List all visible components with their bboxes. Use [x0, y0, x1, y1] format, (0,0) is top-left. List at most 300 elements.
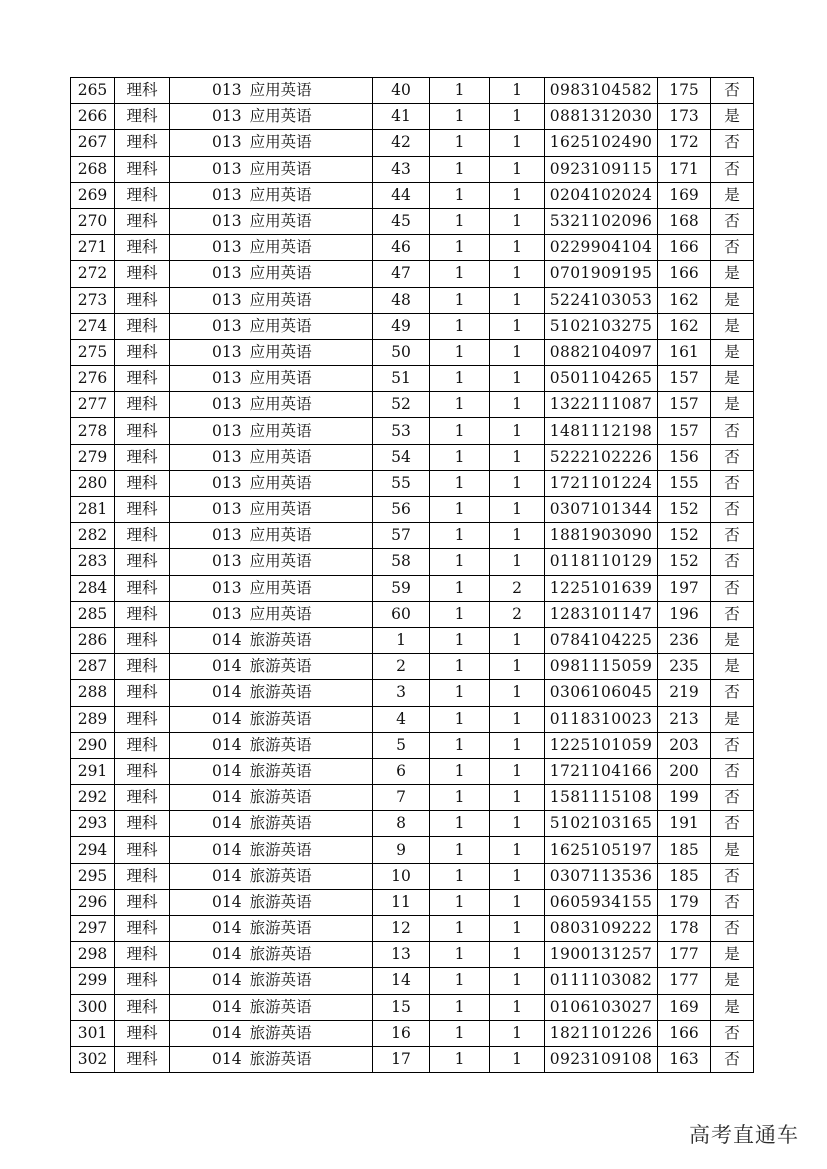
cell-col6: 1 — [490, 549, 545, 575]
cell-col5: 1 — [430, 208, 490, 234]
cell-score: 175 — [658, 78, 711, 104]
cell-flag: 否 — [711, 758, 754, 784]
major-code: 013 — [212, 107, 242, 126]
major-code: 014 — [212, 631, 242, 650]
cell-col6: 1 — [490, 680, 545, 706]
cell-score: 236 — [658, 627, 711, 653]
cell-col6: 1 — [490, 837, 545, 863]
cell-col6: 1 — [490, 182, 545, 208]
cell-flag: 否 — [711, 916, 754, 942]
cell-flag: 否 — [711, 470, 754, 496]
cell-exam-number: 0229904104 — [545, 235, 658, 261]
cell-score: 199 — [658, 785, 711, 811]
cell-flag: 是 — [711, 366, 754, 392]
cell-rank: 4 — [373, 706, 430, 732]
cell-score: 177 — [658, 968, 711, 994]
cell-seq: 293 — [71, 811, 115, 837]
major-code: 014 — [212, 814, 242, 833]
cell-score: 172 — [658, 130, 711, 156]
cell-exam-number: 0118310023 — [545, 706, 658, 732]
cell-exam-number: 0605934155 — [545, 889, 658, 915]
table-row — [71, 785, 754, 811]
table-row — [71, 470, 754, 496]
cell-rank: 13 — [373, 942, 430, 968]
cell-col6: 1 — [490, 78, 545, 104]
cell-col6: 1 — [490, 313, 545, 339]
cell-seq: 268 — [71, 156, 115, 182]
cell-score: 179 — [658, 889, 711, 915]
major-name: 应用英语 — [249, 526, 312, 545]
cell-major — [170, 916, 373, 942]
cell-major — [170, 601, 373, 627]
cell-col5: 1 — [430, 418, 490, 444]
major-code: 013 — [212, 159, 242, 178]
cell-major — [170, 706, 373, 732]
major-name: 应用英语 — [249, 604, 312, 623]
cell-flag: 否 — [711, 523, 754, 549]
cell-score: 169 — [658, 994, 711, 1020]
major-code: 014 — [212, 892, 242, 911]
cell-major — [170, 208, 373, 234]
cell-rank: 7 — [373, 785, 430, 811]
major-name: 旅游英语 — [249, 945, 312, 964]
cell-seq: 291 — [71, 758, 115, 784]
table-row — [71, 444, 754, 470]
major-name: 应用英语 — [249, 500, 312, 519]
cell-flag: 否 — [711, 680, 754, 706]
cell-col5: 1 — [430, 889, 490, 915]
cell-flag: 否 — [711, 1020, 754, 1046]
cell-exam-number: 1721101224 — [545, 470, 658, 496]
table-row — [71, 366, 754, 392]
cell-col6: 1 — [490, 1020, 545, 1046]
cell-col5: 1 — [430, 785, 490, 811]
cell-col5: 1 — [430, 732, 490, 758]
cell-rank: 3 — [373, 680, 430, 706]
cell-col5: 1 — [430, 837, 490, 863]
cell-col5: 1 — [430, 497, 490, 523]
cell-flag: 是 — [711, 942, 754, 968]
cell-category: 理科 — [115, 287, 170, 313]
table-row — [71, 549, 754, 575]
cell-flag: 否 — [711, 497, 754, 523]
cell-flag: 否 — [711, 130, 754, 156]
cell-seq: 270 — [71, 208, 115, 234]
cell-col5: 1 — [430, 156, 490, 182]
cell-col5: 1 — [430, 680, 490, 706]
cell-category: 理科 — [115, 156, 170, 182]
cell-seq: 282 — [71, 523, 115, 549]
cell-rank: 10 — [373, 863, 430, 889]
cell-rank: 50 — [373, 339, 430, 365]
major-name: 应用英语 — [249, 578, 312, 597]
cell-seq: 295 — [71, 863, 115, 889]
table-row — [71, 208, 754, 234]
cell-major — [170, 1046, 373, 1072]
cell-seq: 289 — [71, 706, 115, 732]
major-name: 应用英语 — [249, 264, 312, 283]
table-row — [71, 758, 754, 784]
cell-flag: 是 — [711, 392, 754, 418]
cell-score: 155 — [658, 470, 711, 496]
cell-exam-number: 0118110129 — [545, 549, 658, 575]
cell-major — [170, 758, 373, 784]
cell-category: 理科 — [115, 418, 170, 444]
cell-rank: 11 — [373, 889, 430, 915]
cell-category: 理科 — [115, 680, 170, 706]
table-row — [71, 78, 754, 104]
cell-rank: 5 — [373, 732, 430, 758]
cell-seq: 300 — [71, 994, 115, 1020]
cell-flag: 是 — [711, 968, 754, 994]
cell-col6: 1 — [490, 261, 545, 287]
table-row — [71, 339, 754, 365]
cell-major — [170, 654, 373, 680]
cell-seq: 301 — [71, 1020, 115, 1046]
cell-flag: 否 — [711, 863, 754, 889]
major-name: 应用英语 — [249, 369, 312, 388]
cell-seq: 287 — [71, 654, 115, 680]
cell-rank: 14 — [373, 968, 430, 994]
cell-col5: 1 — [430, 549, 490, 575]
cell-major — [170, 444, 373, 470]
cell-category: 理科 — [115, 863, 170, 889]
cell-score: 185 — [658, 837, 711, 863]
cell-major — [170, 182, 373, 208]
cell-seq: 269 — [71, 182, 115, 208]
cell-flag: 否 — [711, 785, 754, 811]
cell-col5: 1 — [430, 104, 490, 130]
table-row — [71, 627, 754, 653]
cell-score: 157 — [658, 392, 711, 418]
cell-seq: 273 — [71, 287, 115, 313]
cell-category: 理科 — [115, 994, 170, 1020]
major-name: 应用英语 — [249, 107, 312, 126]
major-code: 013 — [212, 264, 242, 283]
cell-rank: 52 — [373, 392, 430, 418]
table-row — [71, 706, 754, 732]
cell-score: 196 — [658, 601, 711, 627]
cell-category: 理科 — [115, 104, 170, 130]
cell-rank: 44 — [373, 182, 430, 208]
cell-flag: 是 — [711, 627, 754, 653]
table-row — [71, 889, 754, 915]
major-code: 014 — [212, 919, 242, 938]
cell-col5: 1 — [430, 758, 490, 784]
major-code: 013 — [212, 212, 242, 231]
major-code: 014 — [212, 997, 242, 1016]
major-code: 014 — [212, 683, 242, 702]
cell-score: 166 — [658, 1020, 711, 1046]
cell-seq: 288 — [71, 680, 115, 706]
major-name: 应用英语 — [249, 552, 312, 571]
table-row — [71, 182, 754, 208]
cell-rank: 46 — [373, 235, 430, 261]
cell-col6: 1 — [490, 1046, 545, 1072]
cell-exam-number: 1625105197 — [545, 837, 658, 863]
cell-score: 157 — [658, 418, 711, 444]
cell-rank: 6 — [373, 758, 430, 784]
major-code: 014 — [212, 945, 242, 964]
major-name: 旅游英语 — [249, 1023, 312, 1042]
cell-major — [170, 785, 373, 811]
cell-exam-number: 1821101226 — [545, 1020, 658, 1046]
cell-category: 理科 — [115, 706, 170, 732]
major-name: 应用英语 — [249, 316, 312, 335]
cell-col6: 1 — [490, 339, 545, 365]
cell-flag: 否 — [711, 575, 754, 601]
cell-col5: 1 — [430, 654, 490, 680]
cell-score: 168 — [658, 208, 711, 234]
cell-col5: 1 — [430, 627, 490, 653]
table-row — [71, 994, 754, 1020]
cell-flag: 是 — [711, 706, 754, 732]
major-name: 应用英语 — [249, 133, 312, 152]
cell-exam-number: 5222102226 — [545, 444, 658, 470]
table-row — [71, 942, 754, 968]
cell-exam-number: 1322111087 — [545, 392, 658, 418]
major-name: 应用英语 — [249, 185, 312, 204]
cell-flag: 否 — [711, 78, 754, 104]
cell-seq: 292 — [71, 785, 115, 811]
major-code: 013 — [212, 290, 242, 309]
cell-score: 213 — [658, 706, 711, 732]
cell-col5: 1 — [430, 130, 490, 156]
cell-major — [170, 549, 373, 575]
cell-flag: 否 — [711, 889, 754, 915]
cell-col5: 1 — [430, 811, 490, 837]
cell-flag: 否 — [711, 235, 754, 261]
major-code: 013 — [212, 81, 242, 100]
cell-flag: 否 — [711, 811, 754, 837]
cell-rank: 15 — [373, 994, 430, 1020]
cell-exam-number: 0923109115 — [545, 156, 658, 182]
major-code: 013 — [212, 526, 242, 545]
cell-col6: 1 — [490, 523, 545, 549]
cell-category: 理科 — [115, 916, 170, 942]
cell-exam-number: 5102103165 — [545, 811, 658, 837]
cell-major — [170, 1020, 373, 1046]
cell-rank: 12 — [373, 916, 430, 942]
cell-score: 152 — [658, 523, 711, 549]
cell-col5: 1 — [430, 78, 490, 104]
cell-rank: 41 — [373, 104, 430, 130]
cell-col5: 1 — [430, 287, 490, 313]
cell-category: 理科 — [115, 942, 170, 968]
cell-col6: 2 — [490, 601, 545, 627]
major-name: 旅游英语 — [249, 840, 312, 859]
major-code: 014 — [212, 1023, 242, 1042]
cell-category: 理科 — [115, 654, 170, 680]
major-name: 旅游英语 — [249, 1050, 312, 1069]
cell-score: 152 — [658, 549, 711, 575]
major-name: 应用英语 — [249, 473, 312, 492]
table-row — [71, 497, 754, 523]
cell-major — [170, 968, 373, 994]
cell-category: 理科 — [115, 470, 170, 496]
cell-col5: 1 — [430, 916, 490, 942]
cell-rank: 47 — [373, 261, 430, 287]
cell-category: 理科 — [115, 497, 170, 523]
cell-col6: 1 — [490, 654, 545, 680]
major-code: 013 — [212, 473, 242, 492]
cell-category: 理科 — [115, 366, 170, 392]
cell-category: 理科 — [115, 601, 170, 627]
cell-col6: 1 — [490, 994, 545, 1020]
cell-col5: 1 — [430, 339, 490, 365]
cell-rank: 57 — [373, 523, 430, 549]
major-code: 013 — [212, 421, 242, 440]
watermark-text: 高考直通车 — [689, 1123, 799, 1147]
cell-col6: 1 — [490, 497, 545, 523]
cell-exam-number: 0106103027 — [545, 994, 658, 1020]
major-name: 旅游英语 — [249, 892, 312, 911]
cell-seq: 266 — [71, 104, 115, 130]
cell-seq: 281 — [71, 497, 115, 523]
cell-col6: 1 — [490, 811, 545, 837]
cell-col5: 1 — [430, 235, 490, 261]
cell-category: 理科 — [115, 523, 170, 549]
cell-seq: 278 — [71, 418, 115, 444]
cell-flag: 是 — [711, 104, 754, 130]
cell-score: 178 — [658, 916, 711, 942]
major-name: 应用英语 — [249, 212, 312, 231]
cell-flag: 否 — [711, 1046, 754, 1072]
cell-rank: 1 — [373, 627, 430, 653]
table-row — [71, 575, 754, 601]
cell-category: 理科 — [115, 758, 170, 784]
cell-rank: 55 — [373, 470, 430, 496]
cell-flag: 否 — [711, 444, 754, 470]
cell-category: 理科 — [115, 339, 170, 365]
cell-seq: 271 — [71, 235, 115, 261]
cell-major — [170, 235, 373, 261]
major-name: 旅游英语 — [249, 919, 312, 938]
table-row — [71, 418, 754, 444]
table-row — [71, 287, 754, 313]
cell-category: 理科 — [115, 261, 170, 287]
cell-col5: 1 — [430, 444, 490, 470]
major-code: 014 — [212, 788, 242, 807]
cell-col6: 1 — [490, 366, 545, 392]
cell-score: 162 — [658, 287, 711, 313]
major-name: 旅游英语 — [249, 866, 312, 885]
cell-major — [170, 942, 373, 968]
major-name: 旅游英语 — [249, 971, 312, 990]
cell-major — [170, 130, 373, 156]
table-row — [71, 523, 754, 549]
cell-major — [170, 104, 373, 130]
cell-seq: 284 — [71, 575, 115, 601]
cell-exam-number: 1481112198 — [545, 418, 658, 444]
cell-seq: 272 — [71, 261, 115, 287]
cell-score: 200 — [658, 758, 711, 784]
cell-rank: 56 — [373, 497, 430, 523]
cell-seq: 294 — [71, 837, 115, 863]
cell-major — [170, 575, 373, 601]
cell-seq: 286 — [71, 627, 115, 653]
major-name: 旅游英语 — [249, 735, 312, 754]
table-row — [71, 732, 754, 758]
cell-category: 理科 — [115, 575, 170, 601]
major-code: 013 — [212, 500, 242, 519]
cell-flag: 是 — [711, 182, 754, 208]
major-name: 应用英语 — [249, 290, 312, 309]
cell-exam-number: 0307101344 — [545, 497, 658, 523]
cell-exam-number: 0111103082 — [545, 968, 658, 994]
table-row — [71, 863, 754, 889]
cell-exam-number: 0306106045 — [545, 680, 658, 706]
cell-exam-number: 1581115108 — [545, 785, 658, 811]
cell-score: 169 — [658, 182, 711, 208]
major-code: 014 — [212, 840, 242, 859]
cell-category: 理科 — [115, 732, 170, 758]
cell-col6: 1 — [490, 470, 545, 496]
table-row — [71, 261, 754, 287]
cell-major — [170, 497, 373, 523]
table-row — [71, 130, 754, 156]
cell-category: 理科 — [115, 392, 170, 418]
cell-exam-number: 0803109222 — [545, 916, 658, 942]
cell-exam-number: 1225101639 — [545, 575, 658, 601]
cell-major — [170, 523, 373, 549]
cell-category: 理科 — [115, 130, 170, 156]
cell-category: 理科 — [115, 1046, 170, 1072]
major-name: 旅游英语 — [249, 683, 312, 702]
cell-seq: 277 — [71, 392, 115, 418]
major-code: 013 — [212, 578, 242, 597]
cell-rank: 45 — [373, 208, 430, 234]
cell-seq: 275 — [71, 339, 115, 365]
major-code: 014 — [212, 735, 242, 754]
cell-exam-number: 1225101059 — [545, 732, 658, 758]
cell-seq: 298 — [71, 942, 115, 968]
major-code: 014 — [212, 657, 242, 676]
cell-seq: 302 — [71, 1046, 115, 1072]
cell-major — [170, 994, 373, 1020]
cell-rank: 40 — [373, 78, 430, 104]
cell-exam-number: 5102103275 — [545, 313, 658, 339]
major-name: 旅游英语 — [249, 814, 312, 833]
major-name: 应用英语 — [249, 447, 312, 466]
cell-col5: 1 — [430, 706, 490, 732]
cell-category: 理科 — [115, 549, 170, 575]
major-name: 旅游英语 — [249, 788, 312, 807]
cell-col6: 1 — [490, 156, 545, 182]
table-row — [71, 392, 754, 418]
cell-col6: 1 — [490, 942, 545, 968]
cell-col6: 1 — [490, 287, 545, 313]
cell-flag: 是 — [711, 287, 754, 313]
cell-seq: 276 — [71, 366, 115, 392]
cell-rank: 60 — [373, 601, 430, 627]
table-row — [71, 968, 754, 994]
cell-seq: 274 — [71, 313, 115, 339]
major-code: 013 — [212, 369, 242, 388]
cell-major — [170, 78, 373, 104]
cell-col6: 1 — [490, 863, 545, 889]
cell-flag: 否 — [711, 208, 754, 234]
major-code: 013 — [212, 185, 242, 204]
cell-col6: 1 — [490, 104, 545, 130]
cell-major — [170, 339, 373, 365]
cell-flag: 是 — [711, 313, 754, 339]
cell-exam-number: 0701909195 — [545, 261, 658, 287]
cell-col5: 1 — [430, 968, 490, 994]
table-row — [71, 916, 754, 942]
cell-rank: 42 — [373, 130, 430, 156]
cell-category: 理科 — [115, 208, 170, 234]
